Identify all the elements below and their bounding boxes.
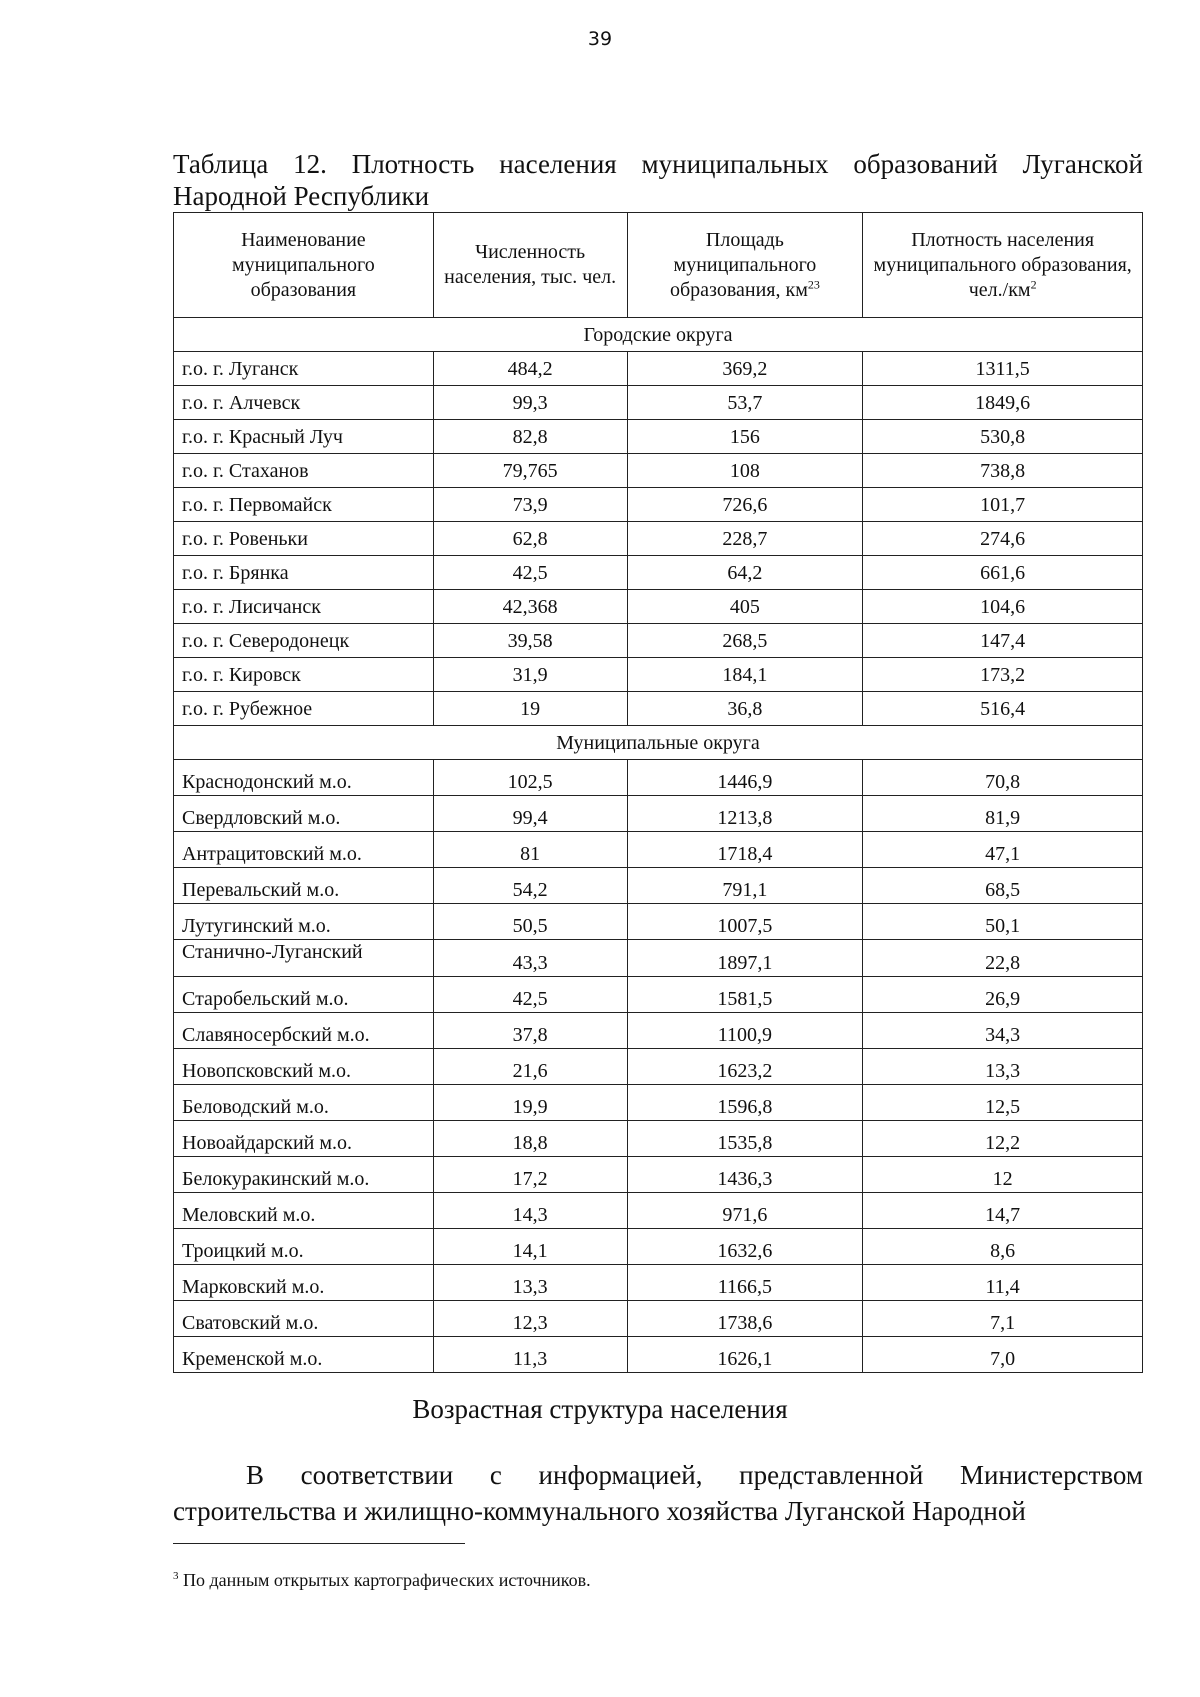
cell-area: 1535,8 [627, 1121, 863, 1157]
cell-name: Новопсковский м.о. [174, 1049, 434, 1085]
cell-name: Станично-Луганский [174, 940, 434, 977]
cell-area: 1446,9 [627, 760, 863, 796]
cell-area: 268,5 [627, 624, 863, 658]
cell-population: 99,4 [433, 796, 627, 832]
cell-name: Кременской м.о. [174, 1337, 434, 1373]
table-row [174, 940, 1143, 977]
cell-area: 369,2 [627, 352, 863, 386]
table-row [174, 1085, 1143, 1121]
table-header-row [174, 213, 1143, 318]
cell-population: 73,9 [433, 488, 627, 522]
footnote-text: По данным открытых картографических источников. [183, 1570, 591, 1590]
footnote-separator [173, 1543, 465, 1544]
cell-area: 791,1 [627, 868, 863, 904]
cell-area: 64,2 [627, 556, 863, 590]
cell-area: 1166,5 [627, 1265, 863, 1301]
cell-name: г.о. г. Луганск [174, 352, 434, 386]
footnote-marker: 3 [173, 1570, 179, 1582]
column-header-name: Наименование муниципального образования [174, 213, 434, 318]
table-row [174, 832, 1143, 868]
table-row [174, 556, 1143, 590]
table-row [174, 1121, 1143, 1157]
section-row [174, 318, 1143, 352]
cell-population: 50,5 [433, 904, 627, 940]
table-row [174, 522, 1143, 556]
cell-population: 13,3 [433, 1265, 627, 1301]
cell-area: 1632,6 [627, 1229, 863, 1265]
cell-population: 21,6 [433, 1049, 627, 1085]
cell-name: Меловский м.о. [174, 1193, 434, 1229]
page-number: 39 [587, 28, 613, 50]
cell-density: 274,6 [863, 522, 1143, 556]
cell-area: 1718,4 [627, 832, 863, 868]
table-row [174, 1229, 1143, 1265]
cell-name: Лутугинский м.о. [174, 904, 434, 940]
cell-name: Троицкий м.о. [174, 1229, 434, 1265]
table-row [174, 904, 1143, 940]
table-row [174, 590, 1143, 624]
cell-population: 43,3 [433, 940, 627, 977]
cell-density: 68,5 [863, 868, 1143, 904]
cell-area: 36,8 [627, 692, 863, 726]
column-header-area: Площадь муниципального образования, $км^{23}$ [627, 213, 863, 318]
table-row [174, 420, 1143, 454]
table-row [174, 1013, 1143, 1049]
cell-population: 82,8 [433, 420, 627, 454]
cell-area: 1436,3 [627, 1157, 863, 1193]
cell-area: 726,6 [627, 488, 863, 522]
cell-area: 1738,6 [627, 1301, 863, 1337]
section-title: Муниципальные округа [174, 726, 1143, 760]
cell-area: 156 [627, 420, 863, 454]
cell-name: г.о. г. Кировск [174, 658, 434, 692]
footnote [173, 1570, 1143, 1591]
cell-density: 530,8 [863, 420, 1143, 454]
cell-population: 39,58 [433, 624, 627, 658]
cell-density: 101,7 [863, 488, 1143, 522]
cell-name: Свердловский м.о. [174, 796, 434, 832]
cell-name: г.о. г. Рубежное [174, 692, 434, 726]
cell-population: 14,1 [433, 1229, 627, 1265]
body-paragraph: В соответствии с информацией, представленной Министерством строительства и жилищно-коммунального хозяйства Луганской Народной [173, 1460, 1143, 1526]
cell-density: 173,2 [863, 658, 1143, 692]
column-header-density: Плотность населения муниципального образования, $чел./км^2$ [863, 213, 1143, 318]
table-row [174, 1337, 1143, 1373]
cell-population: 14,3 [433, 1193, 627, 1229]
cell-population: 11,3 [433, 1337, 627, 1373]
table-row [174, 1157, 1143, 1193]
table-row [174, 692, 1143, 726]
cell-area: 53,7 [627, 386, 863, 420]
density-table [173, 212, 1143, 1373]
cell-population: 17,2 [433, 1157, 627, 1193]
table-row [174, 658, 1143, 692]
cell-population: 62,8 [433, 522, 627, 556]
cell-population: 42,368 [433, 590, 627, 624]
cell-population: 12,3 [433, 1301, 627, 1337]
cell-area: 228,7 [627, 522, 863, 556]
cell-name: Белокуракинский м.о. [174, 1157, 434, 1193]
table-row [174, 796, 1143, 832]
cell-area: 1596,8 [627, 1085, 863, 1121]
cell-area: 971,6 [627, 1193, 863, 1229]
cell-density: 70,8 [863, 760, 1143, 796]
cell-density: 14,7 [863, 1193, 1143, 1229]
cell-density: 12,2 [863, 1121, 1143, 1157]
cell-area: 1213,8 [627, 796, 863, 832]
cell-density: 26,9 [863, 977, 1143, 1013]
cell-density: 34,3 [863, 1013, 1143, 1049]
cell-density: 50,1 [863, 904, 1143, 940]
table-row [174, 624, 1143, 658]
cell-name: г.о. г. Первомайск [174, 488, 434, 522]
cell-population: 484,2 [433, 352, 627, 386]
cell-name: г.о. г. Алчевск [174, 386, 434, 420]
cell-name: г.о. г. Северодонецк [174, 624, 434, 658]
table-row [174, 352, 1143, 386]
cell-population: 42,5 [433, 977, 627, 1013]
cell-density: 104,6 [863, 590, 1143, 624]
cell-density: 8,6 [863, 1229, 1143, 1265]
table-body [174, 318, 1143, 1373]
column-header-population: Численность населения, тыс. чел. [433, 213, 627, 318]
cell-name: Новоайдарский м.о. [174, 1121, 434, 1157]
cell-area: 108 [627, 454, 863, 488]
cell-density: 1849,6 [863, 386, 1143, 420]
table-row [174, 1301, 1143, 1337]
cell-density: 1311,5 [863, 352, 1143, 386]
footnote-reference: 23 [807, 276, 820, 291]
cell-population: 37,8 [433, 1013, 627, 1049]
section-title: Городские округа [174, 318, 1143, 352]
cell-population: 18,8 [433, 1121, 627, 1157]
table-row [174, 488, 1143, 522]
table-row [174, 386, 1143, 420]
cell-name: Славяносербский м.о. [174, 1013, 434, 1049]
table-row [174, 977, 1143, 1013]
cell-name: Марковский м.о. [174, 1265, 434, 1301]
cell-density: 516,4 [863, 692, 1143, 726]
cell-name: Перевальский м.о. [174, 868, 434, 904]
cell-name: Старобельский м.о. [174, 977, 434, 1013]
cell-density: 12 [863, 1157, 1143, 1193]
cell-density: 47,1 [863, 832, 1143, 868]
table-row [174, 760, 1143, 796]
cell-area: 1897,1 [627, 940, 863, 977]
cell-population: 31,9 [433, 658, 627, 692]
table-row [174, 454, 1143, 488]
cell-name: Краснодонский м.о. [174, 760, 434, 796]
cell-area: 405 [627, 590, 863, 624]
cell-population: 42,5 [433, 556, 627, 590]
cell-area: 1581,5 [627, 977, 863, 1013]
cell-name: Беловодский м.о. [174, 1085, 434, 1121]
cell-population: 79,765 [433, 454, 627, 488]
cell-area: 1100,9 [627, 1013, 863, 1049]
cell-density: 738,8 [863, 454, 1143, 488]
cell-area: 1626,1 [627, 1337, 863, 1373]
cell-area: 184,1 [627, 658, 863, 692]
cell-population: 81 [433, 832, 627, 868]
cell-population: 19,9 [433, 1085, 627, 1121]
cell-density: 22,8 [863, 940, 1143, 977]
cell-name: Сватовский м.о. [174, 1301, 434, 1337]
cell-density: 7,1 [863, 1301, 1143, 1337]
cell-population: 99,3 [433, 386, 627, 420]
table-row [174, 1049, 1143, 1085]
cell-density: 12,5 [863, 1085, 1143, 1121]
unit-superscript: 2 [1030, 276, 1037, 291]
cell-name: г.о. г. Лисичанск [174, 590, 434, 624]
table-row [174, 1193, 1143, 1229]
cell-density: 13,3 [863, 1049, 1143, 1085]
section-row [174, 726, 1143, 760]
cell-name: г.о. г. Стаханов [174, 454, 434, 488]
cell-area: 1623,2 [627, 1049, 863, 1085]
cell-population: 19 [433, 692, 627, 726]
table-caption: Таблица 12. Плотность населения муниципальных образований Луганской Народной Республики [173, 149, 1143, 211]
table-row [174, 1265, 1143, 1301]
cell-density: 7,0 [863, 1337, 1143, 1373]
cell-name: Антрацитовский м.о. [174, 832, 434, 868]
cell-density: 147,4 [863, 624, 1143, 658]
cell-density: 661,6 [863, 556, 1143, 590]
cell-population: 102,5 [433, 760, 627, 796]
section-heading: Возрастная структура населения [412, 1394, 788, 1424]
cell-name: г.о. г. Ровеньки [174, 522, 434, 556]
cell-density: 11,4 [863, 1265, 1143, 1301]
cell-name: г.о. г. Красный Луч [174, 420, 434, 454]
cell-density: 81,9 [863, 796, 1143, 832]
table-row [174, 868, 1143, 904]
cell-population: 54,2 [433, 868, 627, 904]
cell-area: 1007,5 [627, 904, 863, 940]
cell-name: г.о. г. Брянка [174, 556, 434, 590]
